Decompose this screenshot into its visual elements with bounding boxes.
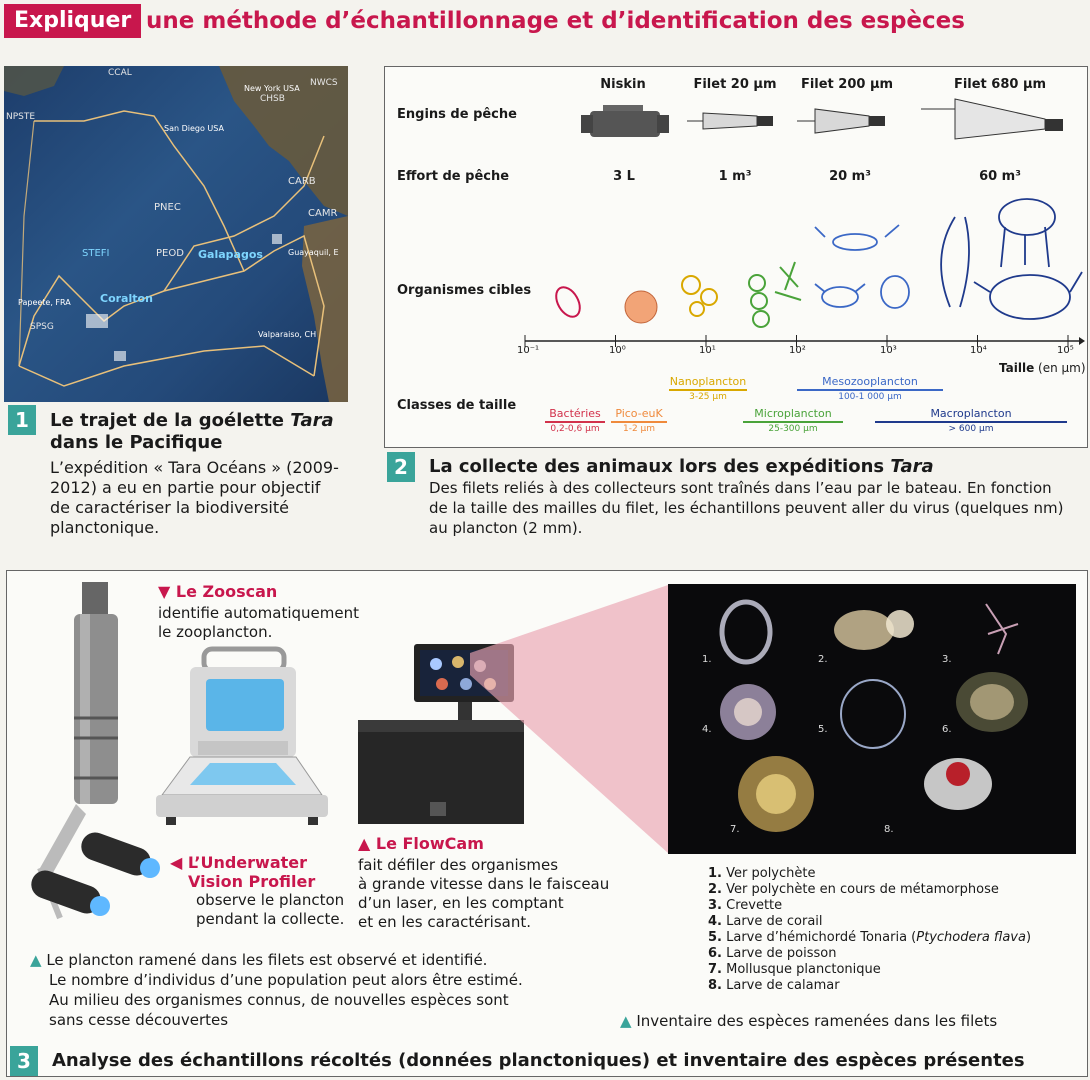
plankton-caption: ▲ Le plancton ramené dans les filets est observé et identifié. Le nombre d’individus d’une population peut alors être estimé. Au milieu des organismes connus, de nouvelles espèces sont sans cesse découvertes — [30, 951, 523, 1029]
map-label: San Diego USA — [164, 124, 224, 133]
axis-label: Taille (en µm) — [999, 361, 1086, 375]
gear-label: Filet 200 µm — [800, 77, 894, 92]
doc-number: 1 — [8, 405, 36, 435]
doc-number: 2 — [387, 452, 415, 482]
list-item: 2. Ver polychète en cours de métamorphose — [708, 882, 999, 897]
map-label: SPSG — [30, 322, 54, 332]
zooscan-caption: ▼ Le Zooscan identifie automatiquement le zooplancton. — [158, 582, 360, 641]
map-label: Valparaiso, CH — [258, 330, 317, 339]
zooscan-device-illustration — [150, 645, 335, 830]
axis-tick: 10⁻¹ — [517, 345, 540, 356]
photo-number: 8. — [884, 824, 894, 835]
picoeuk-icon — [625, 291, 657, 323]
axis-tick: 10² — [789, 345, 806, 356]
niskin-bottle-icon — [581, 105, 669, 137]
gear-label: Filet 20 µm — [693, 77, 777, 92]
uvp-device-illustration — [20, 578, 170, 928]
axis-tick: 10⁴ — [970, 345, 987, 356]
map-label: CHSB — [260, 94, 285, 104]
flowcam-caption: ▲ Le FlowCam fait défiler des organismes à grande vitesse dans le faisceau d’un laser, en les comptant et en les caractérisant. — [358, 834, 610, 931]
list-item: 5. Larve d’hémichordé Tonaria (Ptychodera flava) — [708, 930, 1032, 945]
effort-value: 60 m³ — [979, 169, 1021, 184]
page-title: une méthode d’échantillonnage et d’identification des espèces — [146, 8, 965, 34]
list-item: 3. Crevette — [708, 898, 783, 913]
map-label: STEFI — [82, 248, 110, 259]
nanoplankton-icon — [682, 276, 717, 316]
effort-value: 3 L — [613, 169, 635, 184]
section-tag: Expliquer — [4, 4, 141, 38]
map-drawing — [4, 66, 348, 402]
doc-number: 3 — [10, 1046, 38, 1076]
list-item: 1. Ver polychète — [708, 866, 816, 881]
size-class: Macroplancton > 600 µm — [875, 407, 1067, 434]
photo-number: 2. — [818, 654, 828, 665]
projection-wedge — [470, 575, 670, 865]
microplankton-icon — [749, 262, 801, 327]
effort-value: 1 m³ — [718, 169, 752, 184]
map-label: PNEC — [154, 202, 181, 213]
map-label: PEOD — [156, 248, 184, 259]
map-label: CARB — [288, 176, 316, 187]
plankton-photo — [668, 584, 1076, 854]
map-label: NWCS — [310, 78, 338, 88]
size-class: Nanoplancton 3-25 µm — [669, 375, 747, 402]
map-label: NPSTE — [6, 112, 36, 122]
macroplankton-icon — [941, 199, 1082, 319]
row-label: Organismes cibles — [397, 283, 532, 298]
axis-tick: 10¹ — [699, 345, 716, 356]
gear-label: Filet 680 µm — [953, 77, 1047, 92]
inventory-caption: ▲ Inventaire des espèces ramenées dans les filets — [620, 1012, 998, 1030]
uvp-caption: ◀ L’Underwater Vision Profiler observe le plancton pendant la collecte. — [170, 853, 345, 928]
axis-tick: 10³ — [880, 345, 897, 356]
pacific-map — [4, 66, 348, 402]
map-label: New York USA — [244, 84, 300, 93]
size-class: Mesozooplancton 100-1 000 µm — [797, 375, 943, 402]
doc3-title: Analyse des échantillons récoltés (données planctoniques) et inventaire des espèces présentes — [52, 1050, 1025, 1071]
size-class: Bactéries 0,2-0,6 µm — [545, 407, 605, 434]
photo-number: 3. — [942, 654, 952, 665]
photo-number: 6. — [942, 724, 952, 735]
net-680-icon — [921, 99, 1063, 139]
axis-tick: 10⁵ — [1057, 345, 1074, 356]
fishing-gear-icons — [385, 95, 1087, 157]
sampling-panel — [384, 66, 1088, 448]
net-200-icon — [797, 109, 885, 133]
gear-label: Niskin — [600, 77, 646, 92]
row-label: Classes de taille — [397, 398, 517, 413]
axis-tick: 10⁰ — [609, 345, 626, 356]
effort-value: 20 m³ — [829, 169, 871, 184]
row-label: Effort de pêche — [397, 169, 510, 184]
doc2-title: La collecte des animaux lors des expéditions Tara — [429, 456, 934, 477]
bacteria-icon — [551, 283, 584, 321]
size-class: Microplancton 25-300 µm — [743, 407, 843, 434]
map-label: CAMR — [308, 208, 338, 219]
list-item: 7. Mollusque planctonique — [708, 962, 881, 977]
row-label: Engins de pêche — [397, 107, 517, 122]
list-item: 4. Larve de corail — [708, 914, 823, 929]
net-20-icon — [687, 113, 773, 129]
plankton-specimens — [668, 584, 1076, 854]
map-label: Galapagos — [198, 248, 263, 261]
list-item: 8. Larve de calamar — [708, 978, 840, 993]
doc2-text: Des filets reliés à des collecteurs sont traînés dans l’eau par le bateau. En fonction de la taille des mailles du filet, les échantillons peuvent aller du virus (quelques nm) au plancton (2 mm). — [429, 479, 1064, 537]
target-organisms-illustration — [525, 197, 1085, 335]
map-label: CCAL — [108, 68, 132, 78]
photo-number: 1. — [702, 654, 712, 665]
species-list — [708, 866, 1031, 994]
map-label: Coralton — [100, 292, 153, 305]
photo-number: 5. — [818, 724, 828, 735]
doc1-text: L’expédition « Tara Océans » (2009- 2012) a eu en partie pour objectif de caractériser la biodiversité planctonique. — [50, 458, 339, 537]
map-label: Guayaquil, E — [288, 248, 339, 257]
photo-number: 7. — [730, 824, 740, 835]
size-class: Pico-euK 1-2 µm — [611, 407, 667, 434]
photo-number: 4. — [702, 724, 712, 735]
mesozooplankton-icon — [815, 225, 909, 308]
doc1-title: Le trajet de la goélette Tara dans le Pacifique — [50, 410, 334, 453]
map-label: Papeete, FRA — [18, 298, 71, 307]
list-item: 6. Larve de poisson — [708, 946, 837, 961]
